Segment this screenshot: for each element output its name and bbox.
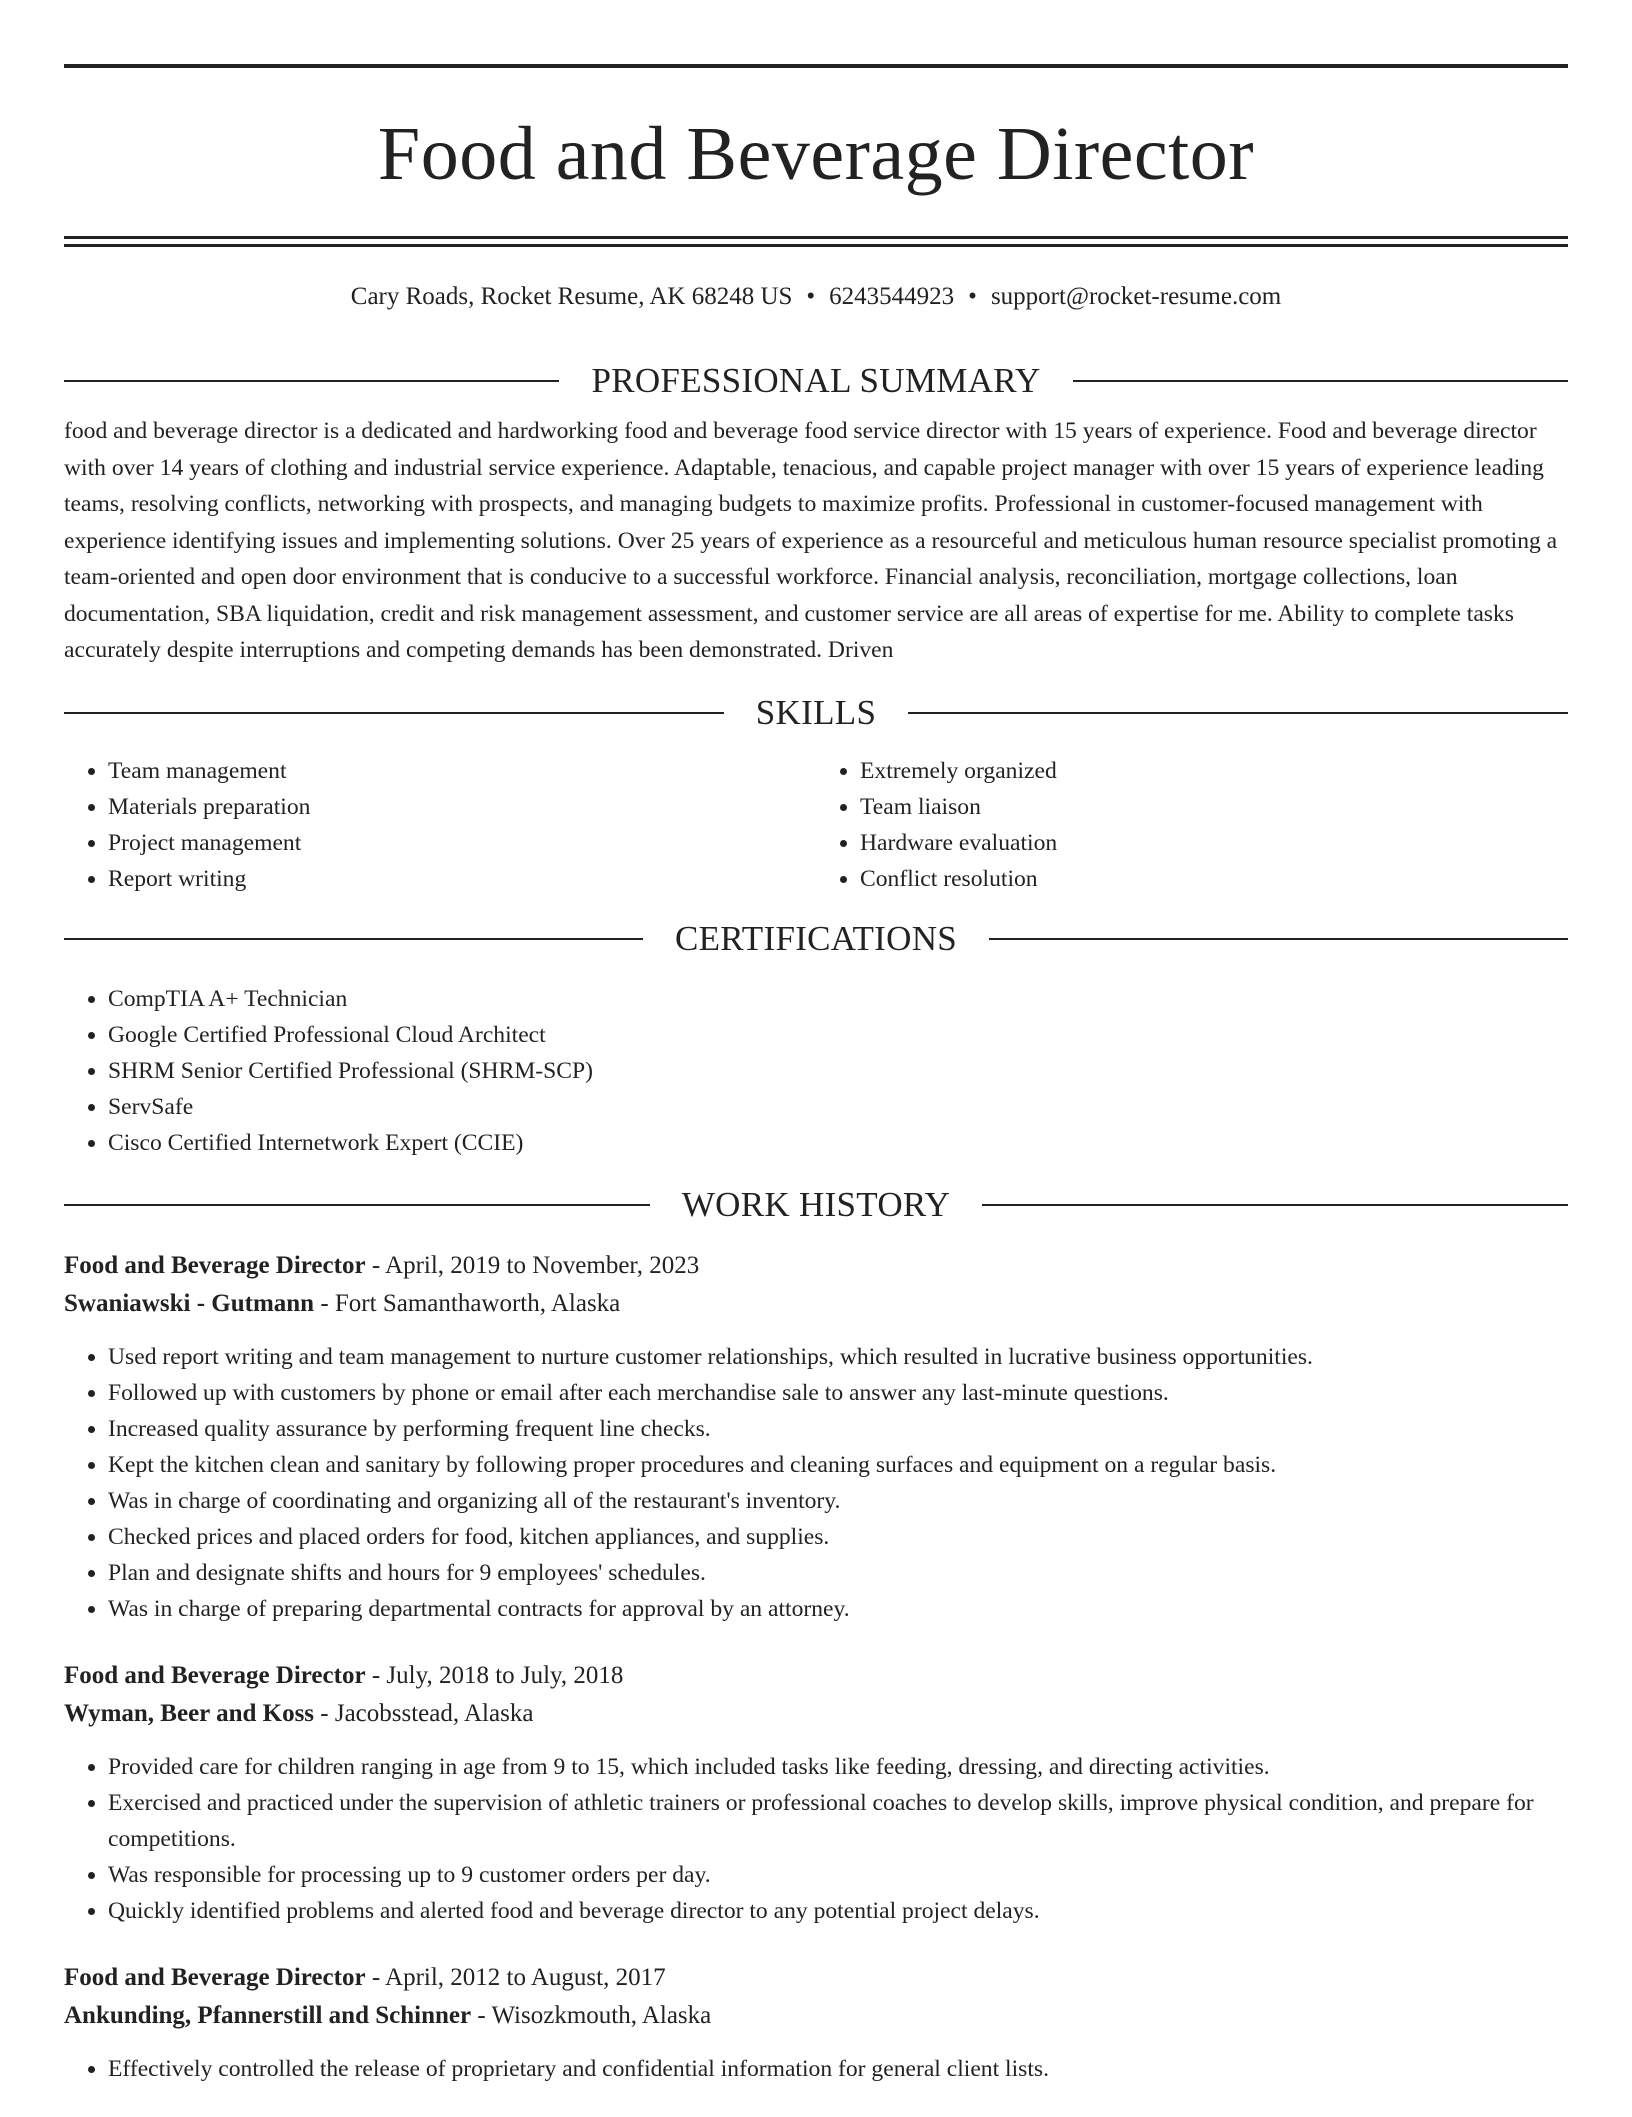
certifications-list xyxy=(64,981,1568,1161)
resume-title: Food and Beverage Director xyxy=(377,112,1255,196)
resume-page xyxy=(64,64,1568,2117)
job-bullet: • Was responsible for processing up to 9 customer orders per day. xyxy=(108,1857,1568,1893)
section-heading-work-history xyxy=(64,1185,1568,1225)
job-dates: - April, 2012 to August, 2017 xyxy=(365,1963,666,1991)
job-bullet: • Provided care for children ranging in age from 9 to 15, which included tasks like feeding, dressing, and directing activities. xyxy=(108,1749,1568,1785)
skills-column-right xyxy=(816,753,1568,897)
contact-email: support@rocket-resume.com xyxy=(990,283,1282,310)
top-rule xyxy=(64,64,1568,68)
job-bullet: • Plan and designate shifts and hours for 9 employees' schedules. xyxy=(108,1555,1568,1591)
contact-line xyxy=(64,279,1568,315)
title-double-rule xyxy=(64,236,1568,247)
job-entry xyxy=(64,1247,1568,1627)
job-company-line xyxy=(64,1695,1568,1733)
certification-item: • Cisco Certified Internetwork Expert (CCIE) xyxy=(108,1125,1568,1161)
job-entry xyxy=(64,1657,1568,1929)
job-company: Ankunding, Pfannerstill and Schinner xyxy=(64,2001,472,2029)
skill-item: • Conflict resolution xyxy=(860,861,1568,897)
heading-rule xyxy=(64,938,643,940)
job-location: - Wisozkmouth, Alaska xyxy=(471,2001,712,2029)
summary-heading: PROFESSIONAL SUMMARY xyxy=(591,361,1041,400)
job-bullet: • Used report writing and team management to nurture customer relationships, which resulted in lucrative business opportunities. xyxy=(108,1339,1568,1375)
certification-item: • SHRM Senior Certified Professional (SHRM-SCP) xyxy=(108,1053,1568,1089)
job-bullet: • Exercised and practiced under the supervision of athletic trainers or professional coaches to develop skills, improve physical condition, and prepare for competitions. xyxy=(108,1785,1568,1857)
job-title: Food and Beverage Director xyxy=(64,1963,366,1991)
job-bullet: • Was in charge of coordinating and organizing all of the restaurant's inventory. xyxy=(108,1483,1568,1519)
skill-item: • Extremely organized xyxy=(860,753,1568,789)
summary-text: food and beverage director is a dedicated and hardworking food and beverage food service director with 15 years of experience. Food and beverage director with over 14 years of clothing and industrial service experience. Adaptable, tenacious, and capable project manager with over 15 years of experience leading teams, resolving conflicts, networking with prospects, and managing budgets to maximize profits. Professional in customer-focused management with experience identifying issues and implementing solutions. Over 25 years of experience as a resourceful and meticulous human resource specialist promoting a team-oriented and open door environment that is conducive to a successful workforce. Financial analysis, reconciliation, mortgage collections, loan documentation, SBA liquidation, credit and risk management assessment, and customer service are all areas of expertise for me. Ability to complete tasks accurately despite interruptions and competing demands has been demonstrated. Driven xyxy=(64,418,1558,663)
job-bullets xyxy=(64,1749,1568,1929)
job-bullet: • Followed up with customers by phone or email after each merchandise sale to answer any last-minute questions. xyxy=(108,1375,1568,1411)
certification-item: • Google Certified Professional Cloud Architect xyxy=(108,1017,1568,1053)
certification-item: • CompTIA A+ Technician xyxy=(108,981,1568,1017)
contact-separator: • xyxy=(968,283,977,310)
job-company: Swaniawski - Gutmann xyxy=(64,1289,315,1317)
job-bullets xyxy=(64,1339,1568,1627)
job-entry xyxy=(64,1959,1568,2087)
section-heading-summary xyxy=(64,361,1568,401)
skills-list xyxy=(64,753,1568,897)
job-bullet: • Checked prices and placed orders for food, kitchen appliances, and supplies. xyxy=(108,1519,1568,1555)
heading-rule xyxy=(982,1204,1568,1206)
heading-rule xyxy=(64,1204,650,1206)
heading-rule xyxy=(64,712,724,714)
heading-rule xyxy=(64,380,559,382)
heading-rule xyxy=(908,712,1568,714)
section-heading-certifications xyxy=(64,919,1568,959)
contact-phone: 6243544923 xyxy=(829,283,955,310)
skill-item: • Team management xyxy=(108,753,816,789)
job-bullet: • Kept the kitchen clean and sanitary by following proper procedures and cleaning surfaces and equipment on a regular basis. xyxy=(108,1447,1568,1483)
job-company: Wyman, Beer and Koss xyxy=(64,1699,315,1727)
heading-rule xyxy=(1073,380,1568,382)
job-bullet: • Quickly identified problems and alerted food and beverage director to any potential project delays. xyxy=(108,1893,1568,1929)
job-title: Food and Beverage Director xyxy=(64,1251,366,1279)
job-bullet: • Increased quality assurance by performing frequent line checks. xyxy=(108,1411,1568,1447)
job-location: - Fort Samanthaworth, Alaska xyxy=(314,1289,621,1317)
skill-item: • Hardware evaluation xyxy=(860,825,1568,861)
certifications-heading: CERTIFICATIONS xyxy=(674,918,958,958)
work-history-heading: WORK HISTORY xyxy=(681,1184,951,1224)
contact-address: Cary Roads, Rocket Resume, AK 68248 US xyxy=(350,283,793,310)
job-bullets xyxy=(64,2051,1568,2087)
job-company-line xyxy=(64,1997,1568,2035)
skills-heading: SKILLS xyxy=(755,692,877,732)
heading-rule xyxy=(989,938,1568,940)
job-title-line xyxy=(64,1959,1568,1997)
skill-item: • Project management xyxy=(108,825,816,861)
skills-column-left xyxy=(64,753,816,897)
skill-item: • Materials preparation xyxy=(108,789,816,825)
job-location: - Jacobsstead, Alaska xyxy=(314,1699,534,1727)
job-bullet: • Was in charge of preparing departmental contracts for approval by an attorney. xyxy=(108,1591,1568,1627)
skill-item: • Team liaison xyxy=(860,789,1568,825)
contact-separator: • xyxy=(806,283,816,310)
section-heading-skills xyxy=(64,693,1568,733)
job-bullet: • Effectively controlled the release of proprietary and confidential information for general client lists. xyxy=(108,2051,1568,2087)
job-title-line xyxy=(64,1657,1568,1695)
job-title-line xyxy=(64,1247,1568,1285)
skill-item: • Report writing xyxy=(108,861,816,897)
job-company-line xyxy=(64,1285,1568,1323)
certification-item: • ServSafe xyxy=(108,1089,1568,1125)
job-dates: - July, 2018 to July, 2018 xyxy=(365,1661,624,1689)
job-title: Food and Beverage Director xyxy=(64,1661,366,1689)
job-dates: - April, 2019 to November, 2023 xyxy=(365,1251,700,1279)
